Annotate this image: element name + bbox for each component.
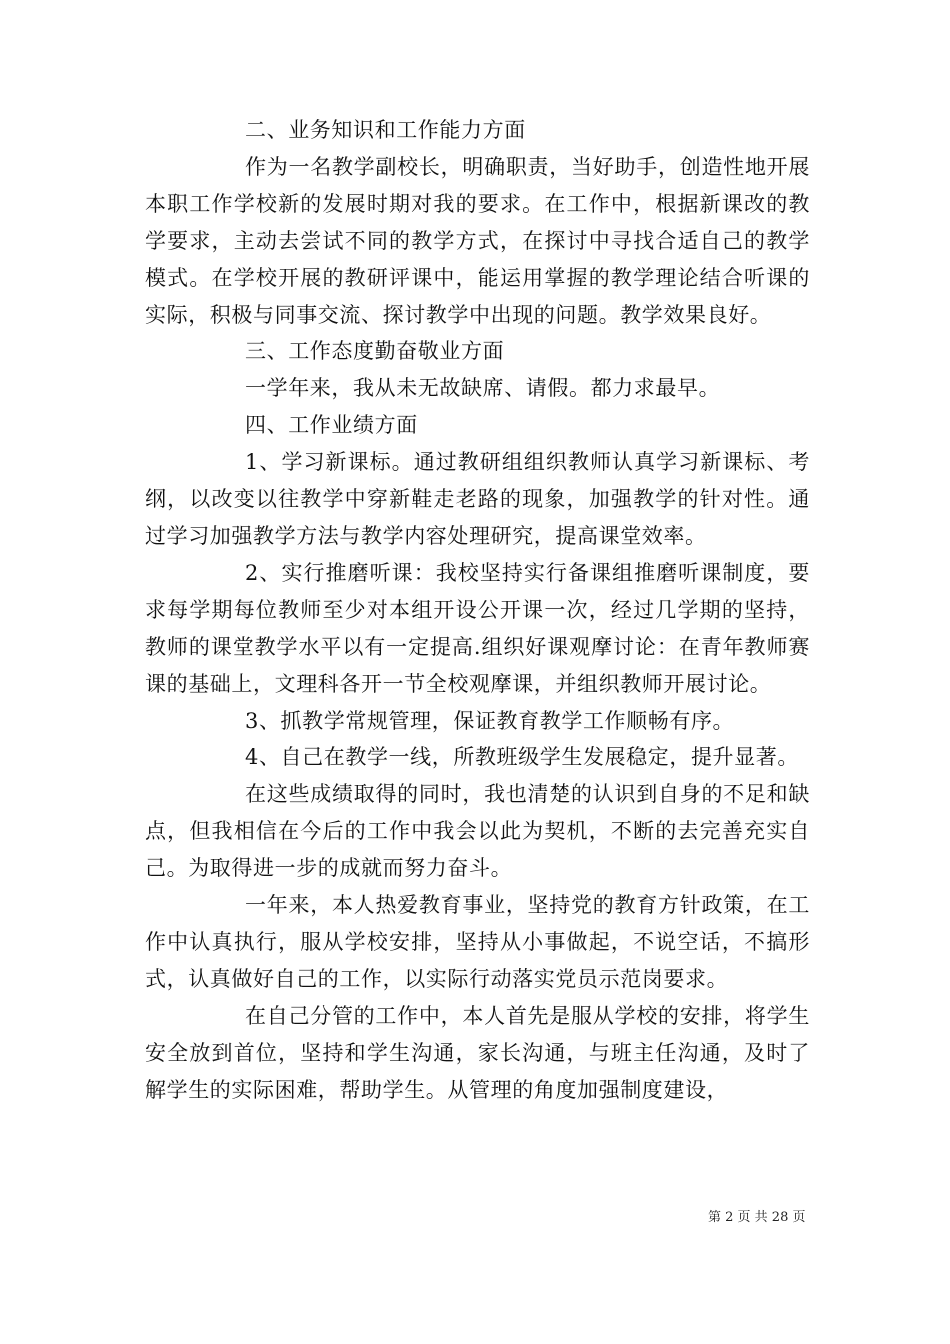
list-item-rotating-lessons: 2、实行推磨听课：我校坚持实行备课组推磨听课制度，要求每学期每位教师至少对本组开设公开课一次，经过几学期的坚持，教师的课堂教学水平以有一定提高.组织好课观摩讨论：在青年教师赛课的基础上，文理科各开一节全校观摩课，并组织教师开展讨论。 [145,560,810,696]
paragraph-attendance: 一学年来，我从未无故缺席、请假。都力求最早。 [245,376,721,401]
list-item-routine-management: 3、抓教学常规管理，保证教育教学工作顺畅有序。 [245,708,735,733]
paragraph-vice-principal-role: 作为一名教学副校长，明确职责，当好助手，创造性地开展本职工作学校新的发展时期对我的要求。在工作中，根据新课改的教学要求，主动去尝试不同的教学方式，在探讨中寻找合适自己的教学模式。在学校开展的教研评课中，能运用掌握的教学理论结合听课的实际，积极与同事交流、探讨教学中出现的问题。教学效果良好。 [145,154,810,327]
section-heading-achievements: 四、工作业绩方面 [245,413,418,438]
list-item-frontline-teaching: 4、自己在教学一线，所教班级学生发展稳定，提升显著。 [245,745,799,770]
page-number-footer: 第 2 页 共 28 页 [708,1210,806,1225]
section-heading-attitude: 三、工作态度勤奋敬业方面 [245,339,505,364]
section-heading-business: 二、业务知识和工作能力方面 [245,118,526,142]
list-item-new-curriculum: 1、学习新课标。通过教研组组织教师认真学习新课标、考纲，以改变以往教学中穿新鞋走老路的现象，加强教学的针对性。通过学习加强教学方法与教学内容处理研究，提高课堂效率。 [145,450,810,548]
document-body [145,112,810,1108]
paragraph-shortcomings: 在这些成绩取得的同时，我也清楚的认识到自身的不足和缺点，但我相信在今后的工作中我会以此为契机，不断的去完善充实自己。为取得进一步的成就而努力奋斗。 [145,782,810,881]
paragraph-management-work: 在自己分管的工作中，本人首先是服从学校的安排，将学生安全放到首位，坚持和学生沟通，家长沟通，与班主任沟通，及时了解学生的实际困难，帮助学生。从管理的角度加强制度建设， [145,1003,810,1102]
paragraph-year-review: 一年来，本人热爱教育事业，坚持党的教育方针政策，在工作中认真执行，服从学校安排，坚持从小事做起，不说空话，不搞形式，认真做好自己的工作，以实际行动落实党员示范岗要求。 [145,893,810,991]
